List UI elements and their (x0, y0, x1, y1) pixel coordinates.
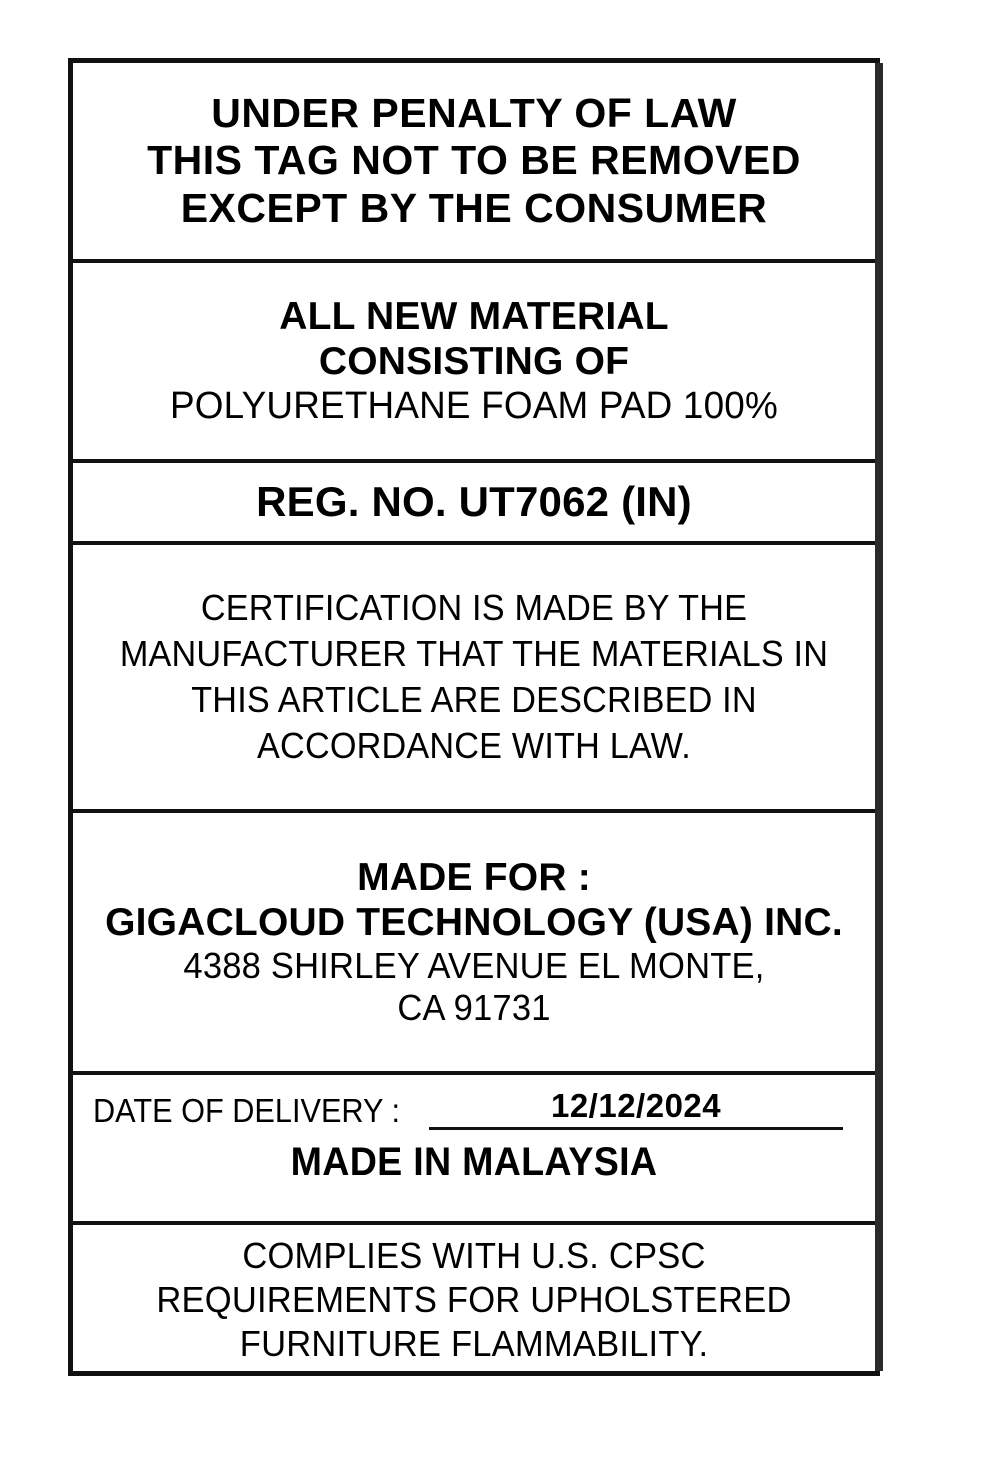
law-label-tag (68, 58, 880, 1376)
compliance-statement-section (73, 1225, 875, 1375)
material-composition: POLYURETHANE FOAM PAD 100% (170, 385, 778, 428)
compliance-line-2: REQUIREMENTS FOR UPHOLSTERED (156, 1279, 792, 1321)
penalty-line-1: UNDER PENALTY OF LAW (211, 89, 737, 136)
compliance-line-3: FURNITURE FLAMMABILITY. (239, 1322, 709, 1364)
made-for-address-line-2: CA 91731 (397, 987, 551, 1029)
delivery-date-field (429, 1087, 843, 1130)
made-for-address-line-1: 4388 SHIRLEY AVENUE EL MONTE, (183, 945, 765, 987)
certification-line-4: ACCORDANCE WITH LAW. (257, 725, 691, 767)
penalty-line-2: THIS TAG NOT TO BE REMOVED (147, 137, 801, 184)
country-of-origin: MADE IN MALAYSIA (290, 1140, 658, 1184)
registration-number-section (73, 463, 875, 545)
certification-line-1: CERTIFICATION IS MADE BY THE (200, 586, 748, 628)
registration-number: REG. NO. UT7062 (IN) (256, 477, 692, 525)
delivery-and-origin-section (73, 1075, 875, 1225)
delivery-date-label: DATE OF DELIVERY : (93, 1092, 401, 1129)
delivery-date-value: 12/12/2024 (550, 1087, 722, 1124)
material-heading-line-2: CONSISTING OF (318, 339, 630, 383)
material-content-section (73, 263, 875, 463)
penalty-notice-section (73, 63, 875, 263)
material-heading-line-1: ALL NEW MATERIAL (279, 294, 669, 338)
compliance-line-1: COMPLIES WITH U.S. CPSC (242, 1235, 706, 1277)
tag-edge-shadow (875, 63, 883, 1371)
certification-statement-section (73, 545, 875, 813)
certification-line-2: MANUFACTURER THAT THE MATERIALS IN (119, 632, 829, 674)
made-for-section (73, 813, 875, 1075)
delivery-date-row (83, 1087, 865, 1130)
certification-line-3: THIS ARTICLE ARE DESCRIBED IN (191, 679, 757, 720)
penalty-line-3: EXCEPT BY THE CONSUMER (180, 184, 768, 231)
made-for-heading: MADE FOR : (357, 856, 591, 900)
made-for-company: GIGACLOUD TECHNOLOGY (USA) INC. (105, 901, 843, 945)
